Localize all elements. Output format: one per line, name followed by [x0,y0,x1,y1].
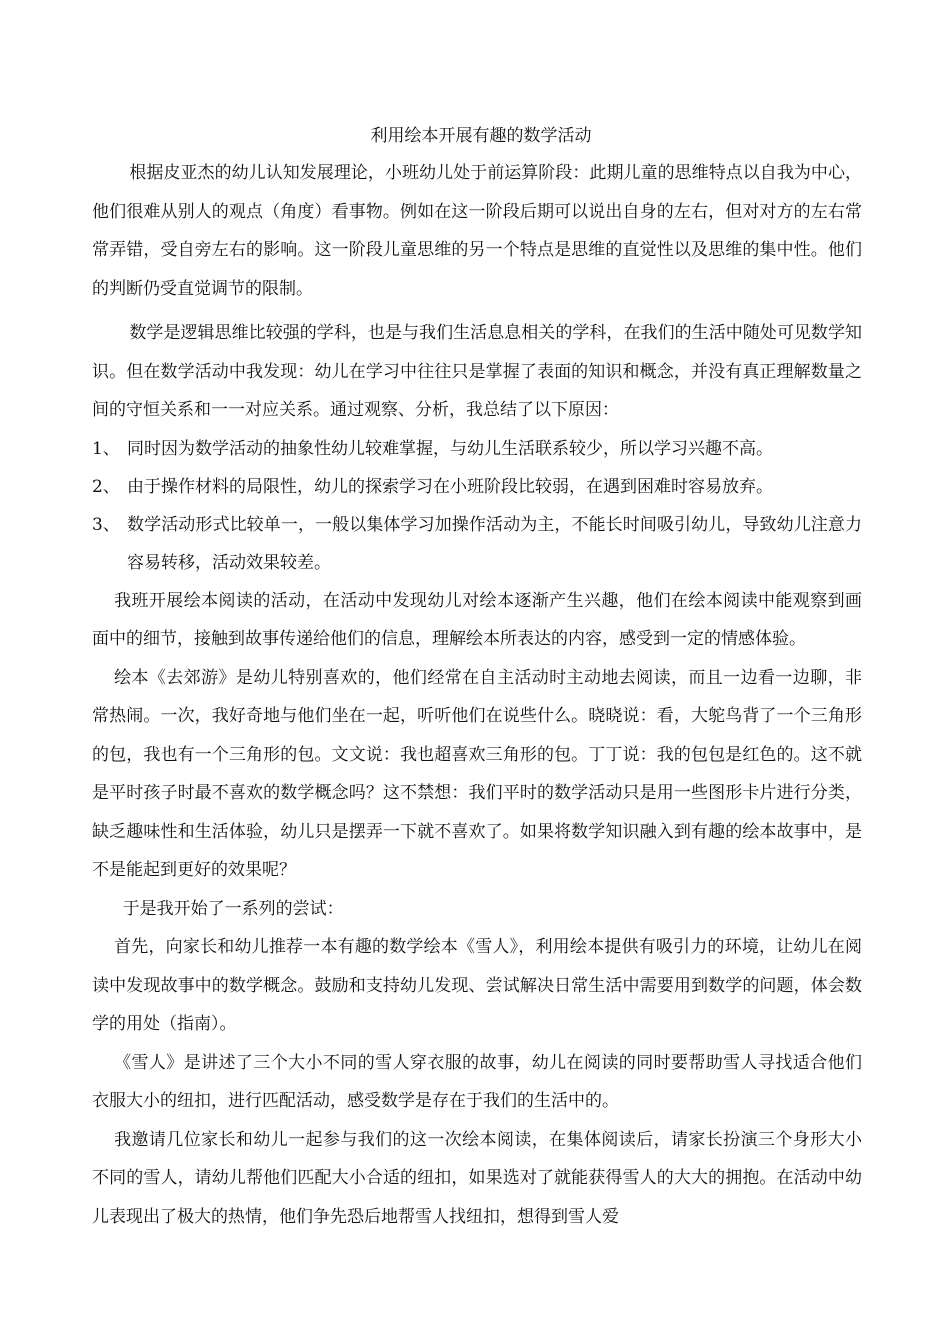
reasons-list [92,430,862,582]
list-item [92,430,862,468]
list-item-text: 由于操作材料的局限性，幼儿的探索学习在小班阶段比较弱，在遇到困难时容易放弃。 [127,476,773,497]
list-item-number: 2、 [92,476,120,497]
paragraph-math-observation: 数学是逻辑思维比较强的学科，也是与我们生活息息相关的学科，在我们的生活中随处可见数学知识。但在数学活动中我发现：幼儿在学习中往往只是掌握了表面的知识和概念，并没有真正理解数量之间的守恒关系和一一对应关系。通过观察、分析，我总结了以下原因： [92,323,862,420]
list-item [92,468,862,506]
list-item-number: 1、 [92,438,120,459]
document-title: 利用绘本开展有趣的数学活动 [370,126,592,146]
paragraph-piaget-theory: 根据皮亚杰的幼儿认知发展理论，小班幼儿处于前运算阶段：此期儿童的思维特点以自我为中心，他们很难从别人的观点（角度）看事物。例如在这一阶段后期可以说出自身的左右，但对对方的左右常常弄错，受自旁左右的影响。这一阶段儿童思维的另一个特点是思维的直觉性以及思维的集中性。他们的判断仍受直觉调节的限制。 [92,163,862,299]
document-page [92,118,862,1236]
paragraph-picture-book-reading: 我班开展绘本阅读的活动，在活动中发现幼儿对绘本逐渐产生兴趣，他们在绘本阅读中能观察到画面中的细节，接触到故事传递给他们的信息，理解绘本所表达的内容，感受到一定的情感体验。 [92,590,862,649]
list-item-number: 3、 [92,514,120,535]
paragraph-snowman-recommend: 首先，向家长和幼儿推荐一本有趣的数学绘本《雪人》，利用绘本提供有吸引力的环境，让幼儿在阅读中发现故事中的数学概念。鼓励和支持幼儿发现、尝试解决日常生活中需要用到数学的问题，体会数学的用处（指南）。 [92,937,862,1034]
list-item [92,506,862,582]
list-item-text: 数学活动形式比较单一，一般以集体学习加操作活动为主，不能长时间吸引幼儿，导致幼儿注意力容易转移，活动效果较差。 [127,514,862,573]
paragraph-outing-book: 绘本《去郊游》是幼儿特别喜欢的，他们经常在自主活动时主动地去阅读，而且一边看一边聊，非常热闹。一次，我好奇地与他们坐在一起，听听他们在说些什么。晓晓说：看，大鸵鸟背了一个三角形的包，我也有一个三角形的包。文文说：我也超喜欢三角形的包。丁丁说：我的包包是红色的。这不就是平时孩子时最不喜欢的数学概念吗？这不禁想：我们平时的数学活动只是用一些图形卡片进行分类，缺乏趣味性和生活体验，幼儿只是摆弄一下就不喜欢了。如果将数学知识融入到有趣的绘本故事中，是不是能起到更好的效果呢？ [92,667,862,880]
list-item-text: 同时因为数学活动的抽象性幼儿较难掌握，与幼儿生活联系较少，所以学习兴趣不高。 [127,438,773,459]
paragraph-snowman-story: 《雪人》是讲述了三个大小不同的雪人穿衣服的故事，幼儿在阅读的同时要帮助雪人寻找适合他们衣服大小的纽扣，进行匹配活动，感受数学是存在于我们的生活中的。 [92,1052,862,1111]
paragraph-attempts-intro: 于是我开始了一系列的尝试： [122,898,344,919]
paragraph-parent-activity: 我邀请几位家长和幼儿一起参与我们的这一次绘本阅读，在集体阅读后，请家长扮演三个身形大小不同的雪人，请幼儿帮他们匹配大小合适的纽扣，如果选对了就能获得雪人的大大的拥抱。在活动中幼儿表现出了极大的热情，他们争先恐后地帮雪人找纽扣，想得到雪人爱 [92,1129,862,1227]
